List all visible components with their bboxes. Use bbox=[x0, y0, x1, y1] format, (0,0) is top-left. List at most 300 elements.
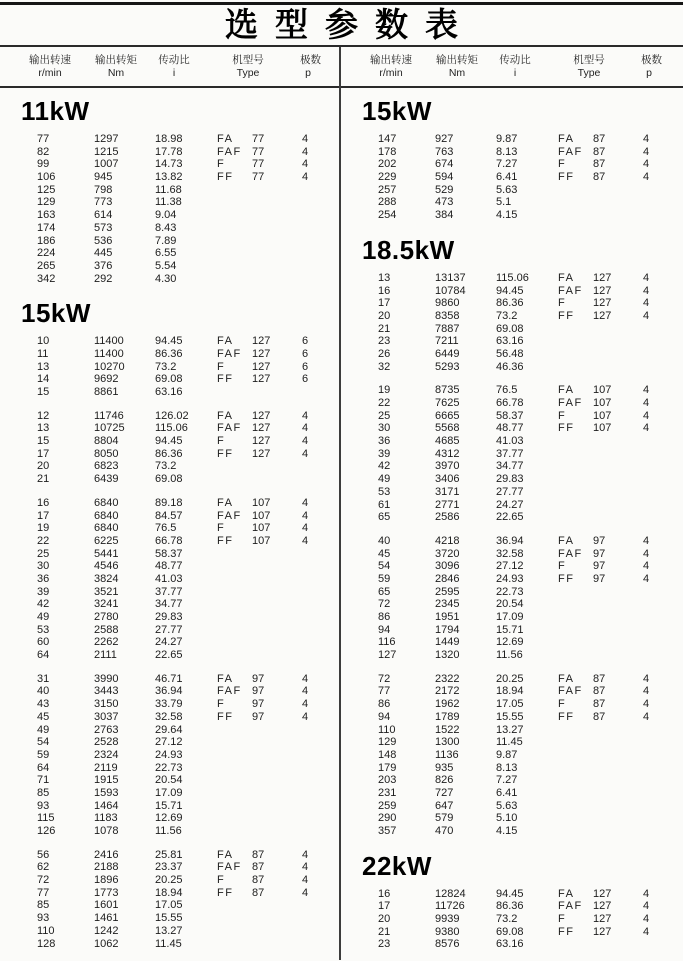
cell-model-type bbox=[217, 912, 302, 925]
cell-poles: 4 bbox=[302, 158, 309, 171]
table-row bbox=[0, 510, 339, 523]
table-row bbox=[0, 787, 339, 800]
table-row bbox=[0, 673, 339, 686]
cell-ratio: 36.94 bbox=[496, 534, 524, 547]
table-row bbox=[341, 133, 683, 146]
model-type-code: F bbox=[217, 522, 226, 535]
model-type-code bbox=[217, 209, 252, 222]
table-row bbox=[0, 800, 339, 813]
cell-output-torque: 9692 bbox=[94, 373, 119, 386]
cell-model-type bbox=[558, 938, 643, 951]
cell-model-type bbox=[217, 849, 302, 862]
cell-model-type bbox=[558, 486, 643, 499]
cell-model-type bbox=[217, 774, 302, 787]
cell-model-type bbox=[558, 913, 643, 926]
cell-ratio: 24.27 bbox=[496, 498, 524, 511]
model-type-size: 127 bbox=[593, 925, 612, 938]
cell-model-type bbox=[558, 422, 643, 435]
cell-poles bbox=[643, 825, 665, 838]
cell-ratio: 29.83 bbox=[155, 611, 183, 623]
model-type-code: FF bbox=[217, 373, 234, 386]
cell-model-type bbox=[558, 685, 643, 698]
model-type-code: FA bbox=[217, 672, 234, 685]
cell-poles: 4 bbox=[643, 158, 650, 171]
model-type-code bbox=[558, 196, 593, 209]
cell-poles: 4 bbox=[302, 522, 309, 535]
cell-output-torque: 2588 bbox=[94, 623, 119, 636]
header-type bbox=[196, 54, 300, 80]
cell-model-type bbox=[558, 573, 643, 586]
table-row bbox=[341, 422, 683, 435]
model-type-code bbox=[217, 912, 252, 925]
cell-ratio: 9.04 bbox=[155, 209, 177, 222]
model-type-size: 87 bbox=[593, 710, 606, 723]
table-row bbox=[341, 800, 683, 813]
cell-output-torque: 7211 bbox=[435, 335, 459, 348]
table-row bbox=[341, 397, 683, 410]
top-border-rule bbox=[0, 2, 683, 5]
model-type-code bbox=[217, 938, 252, 951]
cell-poles: 4 bbox=[302, 409, 309, 422]
cell-ratio: 12.69 bbox=[155, 812, 183, 825]
cell-ratio: 9.87 bbox=[496, 133, 518, 145]
model-type-size: 97 bbox=[593, 547, 606, 560]
model-type-size: 97 bbox=[252, 672, 265, 685]
header-poles-label: 极数 bbox=[300, 54, 321, 66]
model-type-code: FA bbox=[217, 335, 234, 348]
header-speed-label: 输出转速 bbox=[29, 54, 71, 66]
cell-model-type bbox=[558, 825, 643, 838]
cell-ratio: 63.16 bbox=[155, 386, 183, 398]
cell-model-type bbox=[558, 171, 643, 184]
cell-ratio: 14.73 bbox=[155, 158, 183, 171]
cell-ratio: 11.56 bbox=[496, 649, 523, 662]
cell-output-speed: 21 bbox=[378, 322, 391, 335]
cell-output-speed: 56 bbox=[37, 848, 50, 861]
model-type-code bbox=[558, 649, 593, 662]
cell-ratio: 23.37 bbox=[155, 861, 183, 874]
cell-model-type bbox=[558, 511, 643, 524]
cell-output-speed: 186 bbox=[37, 234, 56, 247]
cell-model-type bbox=[217, 435, 302, 448]
cell-poles bbox=[643, 611, 665, 624]
model-type-code bbox=[558, 348, 593, 361]
cell-poles bbox=[302, 925, 324, 938]
model-type-code: FAF bbox=[558, 397, 583, 409]
cell-poles: 4 bbox=[643, 534, 650, 547]
cell-ratio: 25.81 bbox=[155, 848, 183, 861]
cell-ratio: 29.64 bbox=[155, 723, 183, 736]
table-row bbox=[0, 235, 339, 248]
cell-output-torque: 2586 bbox=[435, 511, 460, 524]
model-type-code: FF bbox=[558, 171, 575, 184]
cell-model-type bbox=[217, 410, 302, 423]
table-row bbox=[0, 649, 339, 662]
table-row bbox=[0, 386, 339, 399]
cell-output-torque: 6449 bbox=[435, 347, 460, 360]
cell-ratio: 58.37 bbox=[155, 547, 183, 560]
model-type-size: 127 bbox=[593, 913, 612, 926]
cell-ratio: 8.13 bbox=[496, 761, 518, 774]
model-type-size: 77 bbox=[252, 133, 265, 145]
cell-output-torque: 11400 bbox=[94, 335, 124, 348]
cell-output-speed: 86 bbox=[378, 698, 391, 711]
cell-poles: 4 bbox=[643, 547, 650, 560]
cell-ratio: 24.27 bbox=[155, 636, 183, 649]
model-type-size: 107 bbox=[593, 422, 612, 435]
model-type-code bbox=[217, 812, 252, 825]
cell-ratio: 27.12 bbox=[155, 736, 183, 749]
cell-poles bbox=[302, 800, 324, 813]
cell-output-torque: 8358 bbox=[435, 309, 460, 322]
table-row bbox=[341, 685, 683, 698]
model-type-code: FAF bbox=[217, 347, 242, 360]
model-type-code bbox=[217, 611, 252, 624]
cell-ratio: 94.45 bbox=[155, 435, 183, 448]
table-row bbox=[341, 938, 683, 951]
cell-output-torque: 1464 bbox=[94, 799, 119, 812]
cell-model-type bbox=[558, 673, 643, 686]
table-row bbox=[0, 938, 339, 951]
cell-poles bbox=[643, 448, 665, 461]
model-type-size: 87 bbox=[593, 158, 606, 171]
cell-ratio: 5.1 bbox=[496, 196, 512, 209]
cell-poles bbox=[643, 762, 665, 775]
cell-output-speed: 99 bbox=[37, 158, 50, 171]
cell-output-speed: 36 bbox=[378, 435, 391, 448]
cell-output-torque: 1789 bbox=[435, 710, 460, 723]
cell-ratio: 66.78 bbox=[155, 534, 183, 547]
table-row bbox=[0, 133, 339, 146]
cell-poles bbox=[302, 724, 324, 737]
cell-ratio: 73.2 bbox=[155, 460, 177, 473]
cell-output-speed: 20 bbox=[378, 309, 391, 322]
cell-model-type bbox=[217, 698, 302, 711]
cell-ratio: 48.77 bbox=[155, 560, 183, 573]
data-block bbox=[341, 272, 683, 374]
cell-model-type bbox=[217, 560, 302, 573]
cell-output-torque: 3720 bbox=[435, 547, 460, 560]
cell-output-speed: 20 bbox=[378, 913, 391, 926]
column-left bbox=[0, 47, 341, 960]
model-type-code bbox=[217, 787, 252, 800]
model-type-code: FF bbox=[558, 572, 575, 585]
cell-ratio: 17.05 bbox=[155, 899, 183, 912]
table-row bbox=[341, 297, 683, 310]
model-type-size: 127 bbox=[252, 373, 271, 386]
cell-model-type bbox=[217, 573, 302, 586]
cell-output-speed: 17 bbox=[37, 447, 50, 460]
cell-ratio: 115.06 bbox=[496, 271, 529, 284]
table-row bbox=[341, 560, 683, 573]
cell-model-type bbox=[217, 624, 302, 637]
cell-model-type bbox=[558, 361, 643, 374]
cell-output-speed: 65 bbox=[378, 511, 391, 524]
cell-ratio: 46.36 bbox=[496, 360, 524, 373]
cell-ratio: 4.15 bbox=[496, 825, 518, 837]
cell-poles bbox=[302, 548, 324, 561]
cell-model-type bbox=[217, 861, 302, 874]
model-type-code bbox=[558, 611, 593, 624]
header-ratio bbox=[152, 54, 196, 80]
cell-poles bbox=[643, 499, 665, 512]
cell-output-torque: 2262 bbox=[94, 636, 119, 649]
cell-output-speed: 110 bbox=[37, 924, 55, 937]
cell-ratio: 73.2 bbox=[496, 913, 518, 926]
cell-output-torque: 6225 bbox=[94, 534, 119, 547]
cell-output-speed: 85 bbox=[37, 899, 50, 912]
table-row bbox=[341, 460, 683, 473]
cell-poles bbox=[302, 762, 324, 775]
cell-output-torque: 470 bbox=[435, 825, 454, 837]
cell-output-torque: 927 bbox=[435, 133, 454, 145]
cell-ratio: 86.36 bbox=[155, 447, 183, 460]
cell-model-type bbox=[558, 196, 643, 209]
cell-model-type bbox=[217, 448, 302, 461]
cell-output-speed: 116 bbox=[378, 636, 396, 649]
cell-model-type bbox=[558, 146, 643, 159]
cell-poles: 4 bbox=[302, 710, 309, 723]
cell-model-type bbox=[217, 196, 302, 209]
cell-ratio: 5.10 bbox=[496, 812, 518, 825]
model-type-code: FAF bbox=[217, 422, 242, 435]
cell-output-torque: 1951 bbox=[435, 611, 460, 623]
cell-ratio: 18.94 bbox=[496, 685, 524, 698]
cell-output-speed: 39 bbox=[37, 585, 50, 598]
model-type-code bbox=[217, 273, 252, 286]
model-type-code bbox=[217, 235, 252, 248]
table-row bbox=[0, 535, 339, 548]
cell-output-torque: 2771 bbox=[435, 498, 460, 511]
cell-output-torque: 12824 bbox=[435, 887, 466, 900]
cell-model-type bbox=[217, 887, 302, 900]
table-row bbox=[0, 611, 339, 624]
cell-model-type bbox=[217, 736, 302, 749]
model-type-code bbox=[217, 800, 252, 813]
model-type-code bbox=[558, 636, 593, 649]
cell-output-speed: 357 bbox=[378, 825, 397, 837]
cell-output-torque: 7887 bbox=[435, 322, 460, 335]
cell-output-speed: 25 bbox=[378, 409, 391, 422]
cell-output-torque: 384 bbox=[435, 209, 454, 222]
model-type-code bbox=[217, 184, 252, 197]
cell-ratio: 56.48 bbox=[496, 347, 524, 360]
table-row bbox=[341, 171, 683, 184]
cell-output-speed: 53 bbox=[37, 623, 50, 636]
cell-output-speed: 14 bbox=[37, 373, 50, 386]
model-type-code bbox=[217, 774, 252, 787]
cell-output-speed: 10 bbox=[37, 335, 50, 348]
cell-ratio: 34.77 bbox=[496, 460, 524, 473]
cell-output-speed: 77 bbox=[37, 133, 50, 145]
cell-poles: 4 bbox=[302, 861, 309, 874]
cell-ratio: 76.5 bbox=[155, 522, 177, 535]
cell-output-torque: 473 bbox=[435, 196, 454, 209]
header-torque-unit: Nm bbox=[107, 67, 125, 79]
table-row bbox=[341, 888, 683, 901]
model-type-size: 107 bbox=[593, 384, 612, 397]
cell-model-type bbox=[558, 435, 643, 448]
header-ratio bbox=[493, 54, 537, 80]
cell-output-torque: 11746 bbox=[94, 409, 124, 422]
cell-output-speed: 16 bbox=[37, 496, 50, 509]
table-row bbox=[341, 335, 683, 348]
data-block bbox=[0, 673, 339, 838]
cell-output-speed: 54 bbox=[37, 736, 50, 749]
table-row bbox=[0, 335, 339, 348]
cell-output-torque: 727 bbox=[435, 786, 454, 799]
model-type-code bbox=[217, 222, 252, 235]
table-row bbox=[0, 636, 339, 649]
cell-poles bbox=[302, 573, 324, 586]
cell-poles: 4 bbox=[643, 309, 650, 322]
power-section bbox=[0, 97, 339, 285]
cell-output-speed: 15 bbox=[37, 386, 50, 398]
table-row bbox=[341, 499, 683, 512]
model-type-code bbox=[558, 209, 593, 222]
model-type-code bbox=[217, 460, 252, 473]
cell-poles bbox=[643, 348, 665, 361]
model-type-code bbox=[217, 624, 252, 637]
data-block bbox=[341, 133, 683, 222]
table-row bbox=[0, 624, 339, 637]
cell-output-speed: 224 bbox=[37, 247, 56, 260]
cell-model-type bbox=[558, 649, 643, 662]
cell-model-type bbox=[217, 522, 302, 535]
cell-poles: 4 bbox=[643, 685, 650, 698]
cell-ratio: 20.54 bbox=[155, 774, 183, 787]
cell-poles: 4 bbox=[643, 409, 650, 422]
cell-ratio: 58.37 bbox=[496, 409, 524, 422]
cell-model-type bbox=[217, 899, 302, 912]
cell-poles bbox=[643, 724, 665, 737]
cell-poles: 4 bbox=[643, 672, 650, 685]
cell-output-speed: 288 bbox=[378, 196, 397, 209]
header-poles bbox=[641, 54, 662, 80]
model-type-code bbox=[217, 260, 252, 273]
cell-model-type bbox=[217, 348, 302, 361]
cell-output-speed: 265 bbox=[37, 259, 56, 272]
power-heading: 15kW bbox=[21, 298, 91, 329]
cell-poles: 4 bbox=[643, 900, 650, 913]
cell-output-torque: 1522 bbox=[435, 723, 460, 736]
cell-poles: 4 bbox=[643, 913, 650, 926]
table-row bbox=[341, 348, 683, 361]
cell-model-type bbox=[217, 636, 302, 649]
cell-output-torque: 3096 bbox=[435, 560, 460, 573]
cell-model-type bbox=[558, 762, 643, 775]
cell-ratio: 63.16 bbox=[496, 938, 524, 951]
model-type-code: FF bbox=[558, 422, 575, 435]
cell-model-type bbox=[558, 698, 643, 711]
cell-output-torque: 8576 bbox=[435, 938, 460, 951]
cell-output-torque: 1773 bbox=[94, 886, 119, 899]
cell-model-type bbox=[558, 335, 643, 348]
cell-model-type bbox=[217, 184, 302, 197]
table-row bbox=[0, 698, 339, 711]
cell-output-torque: 1593 bbox=[94, 786, 119, 799]
cell-output-speed: 147 bbox=[378, 133, 397, 145]
cell-poles: 4 bbox=[643, 133, 650, 145]
cell-output-torque: 1962 bbox=[435, 698, 460, 711]
cell-model-type bbox=[217, 273, 302, 286]
model-type-code bbox=[558, 184, 593, 197]
model-type-code bbox=[217, 598, 252, 611]
cell-poles: 6 bbox=[302, 373, 309, 386]
cell-model-type bbox=[558, 611, 643, 624]
model-type-code: F bbox=[217, 360, 226, 373]
cell-output-torque: 1461 bbox=[94, 912, 119, 925]
cell-model-type bbox=[558, 598, 643, 611]
cell-output-speed: 86 bbox=[378, 611, 391, 623]
cell-model-type bbox=[217, 711, 302, 724]
cell-output-torque: 674 bbox=[435, 158, 454, 171]
model-type-code: FAF bbox=[558, 145, 583, 158]
table-row bbox=[0, 874, 339, 887]
model-type-code: F bbox=[558, 158, 567, 171]
model-type-size: 127 bbox=[593, 297, 612, 310]
model-type-code: F bbox=[558, 698, 567, 711]
cell-poles bbox=[643, 335, 665, 348]
data-block bbox=[0, 133, 339, 285]
cell-output-torque: 2322 bbox=[435, 672, 460, 685]
model-type-code: FF bbox=[217, 171, 234, 184]
cell-output-torque: 773 bbox=[94, 196, 113, 209]
cell-ratio: 22.65 bbox=[496, 511, 524, 524]
table-row bbox=[0, 435, 339, 448]
header-speed-unit: r/min bbox=[38, 67, 62, 79]
cell-ratio: 32.58 bbox=[496, 547, 524, 560]
cell-output-speed: 178 bbox=[378, 145, 397, 158]
cell-ratio: 66.78 bbox=[496, 397, 524, 409]
table-row bbox=[341, 310, 683, 323]
model-type-code bbox=[558, 448, 593, 461]
model-type-code: FA bbox=[217, 409, 234, 422]
table-row bbox=[341, 158, 683, 171]
cell-ratio: 22.73 bbox=[155, 761, 183, 774]
cell-output-torque: 945 bbox=[94, 171, 113, 184]
cell-ratio: 11.56 bbox=[155, 825, 182, 837]
model-type-size: 127 bbox=[252, 347, 271, 360]
cell-output-torque: 292 bbox=[94, 272, 113, 285]
model-type-code bbox=[217, 649, 252, 662]
cell-output-speed: 72 bbox=[378, 598, 391, 611]
cell-output-speed: 17 bbox=[378, 297, 391, 310]
cell-ratio: 94.45 bbox=[496, 284, 524, 297]
cell-output-speed: 16 bbox=[378, 887, 391, 900]
cell-output-torque: 763 bbox=[435, 145, 454, 158]
data-block bbox=[0, 497, 339, 662]
cell-output-torque: 7625 bbox=[435, 397, 460, 409]
cell-poles bbox=[643, 736, 665, 749]
table-row bbox=[0, 209, 339, 222]
model-type-code: FA bbox=[558, 672, 575, 685]
cell-ratio: 73.2 bbox=[496, 309, 518, 322]
cell-output-speed: 49 bbox=[378, 473, 391, 486]
model-type-size: 127 bbox=[252, 422, 271, 435]
cell-output-speed: 42 bbox=[37, 598, 50, 611]
model-type-code: FA bbox=[558, 384, 575, 397]
table-row bbox=[341, 711, 683, 724]
table-row bbox=[0, 247, 339, 260]
cell-model-type bbox=[217, 649, 302, 662]
cell-model-type bbox=[217, 611, 302, 624]
cell-output-torque: 2111 bbox=[94, 649, 117, 662]
cell-poles: 4 bbox=[643, 925, 650, 938]
table-row bbox=[0, 422, 339, 435]
table-row bbox=[341, 361, 683, 374]
power-section bbox=[341, 97, 683, 222]
